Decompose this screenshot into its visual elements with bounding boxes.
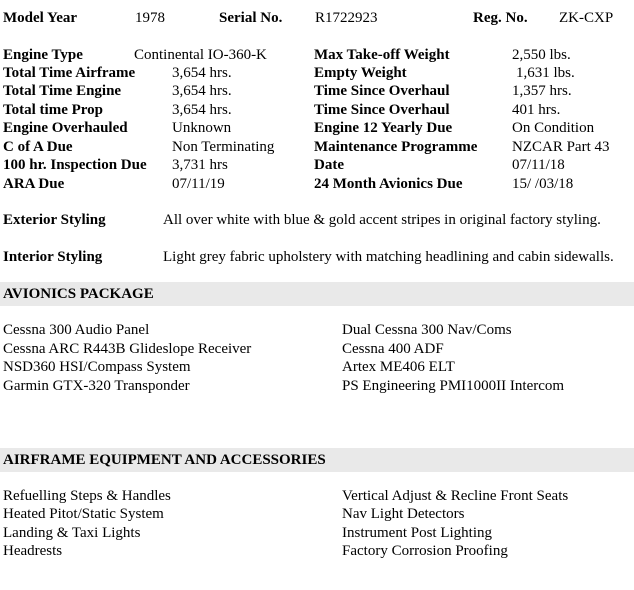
spec-label: Maintenance Programme [314,139,478,155]
avionics-item: Garmin GTX-320 Transponder [3,378,190,394]
spec-label: Total Time Engine [3,83,122,99]
avionics-item: Dual Cessna 300 Nav/Coms [342,322,512,338]
spec-value: 15/ /03/18 [512,176,574,192]
airframe-item: Nav Light Detectors [342,506,465,522]
spec-value: 3,654 hrs. [172,83,232,99]
airframe-item: Vertical Adjust & Recline Front Seats [342,488,569,504]
spec-label: Engine Overhauled [3,120,128,136]
model-year-value: 1978 [135,10,165,26]
spec-value: 1,631 lbs. [516,65,575,81]
spec-label: 100 hr. Inspection Due [3,157,147,173]
spec-value: 3,731 hrs [172,157,228,173]
spec-value: 07/11/18 [512,157,565,173]
spec-label: Empty Weight [314,65,407,81]
spec-label: Total Time Airframe [3,65,136,81]
spec-label: Time Since Overhaul [314,83,450,99]
spec-label: 24 Month Avionics Due [314,176,463,192]
spec-label: Engine Type [3,47,83,63]
airframe-section-title: AIRFRAME EQUIPMENT AND ACCESSORIES [3,452,326,468]
spec-label: Time Since Overhaul [314,102,450,118]
spec-value: Continental IO-360-K [134,47,267,63]
serial-value: R1722923 [315,10,378,26]
reg-value: ZK-CXP [559,10,614,26]
airframe-item: Headrests [3,543,63,559]
spec-value: 1,357 hrs. [512,83,572,99]
avionics-section-title: AVIONICS PACKAGE [3,286,154,302]
exterior-styling-label: Exterior Styling [3,212,106,228]
spec-value: NZCAR Part 43 [512,139,610,155]
avionics-item: NSD360 HSI/Compass System [3,359,191,375]
spec-value: Non Terminating [172,139,275,155]
avionics-item: Cessna 400 ADF [342,341,444,357]
airframe-item: Refuelling Steps & Handles [3,488,171,504]
spec-value: On Condition [512,120,595,136]
avionics-item: Cessna 300 Audio Panel [3,322,150,338]
interior-styling-value: Light grey fabric upholstery with matching headlining and cabin sidewalls. [163,249,614,265]
avionics-section-header [0,282,634,306]
airframe-item: Heated Pitot/Static System [3,506,164,522]
airframe-section-header [0,448,634,472]
avionics-item: PS Engineering PMI1000II Intercom [342,378,565,394]
avionics-item: Cessna ARC R443B Glideslope Receiver [3,341,252,357]
spec-label: Total time Prop [3,102,103,118]
spec-value: 3,654 hrs. [172,102,232,118]
spec-label: Date [314,157,344,173]
interior-styling-label: Interior Styling [3,249,103,265]
airframe-item: Instrument Post Lighting [342,525,492,541]
spec-value: 07/11/19 [172,176,225,192]
spec-label: ARA Due [3,176,65,192]
airframe-item: Factory Corrosion Proofing [342,543,508,559]
spec-label: Engine 12 Yearly Due [314,120,453,136]
spec-label: C of A Due [3,139,73,155]
avionics-item: Artex ME406 ELT [342,359,455,375]
exterior-styling-value: All over white with blue & gold accent stripes in original factory styling. [163,212,601,228]
spec-value: 3,654 hrs. [172,65,232,81]
airframe-item: Landing & Taxi Lights [3,525,141,541]
reg-label: Reg. No. [473,10,528,26]
model-year-label: Model Year [3,10,78,26]
spec-value: 401 hrs. [512,102,561,118]
spec-value: 2,550 lbs. [512,47,571,63]
spec-label: Max Take-off Weight [314,47,450,63]
serial-label: Serial No. [219,10,283,26]
spec-value: Unknown [172,120,232,136]
